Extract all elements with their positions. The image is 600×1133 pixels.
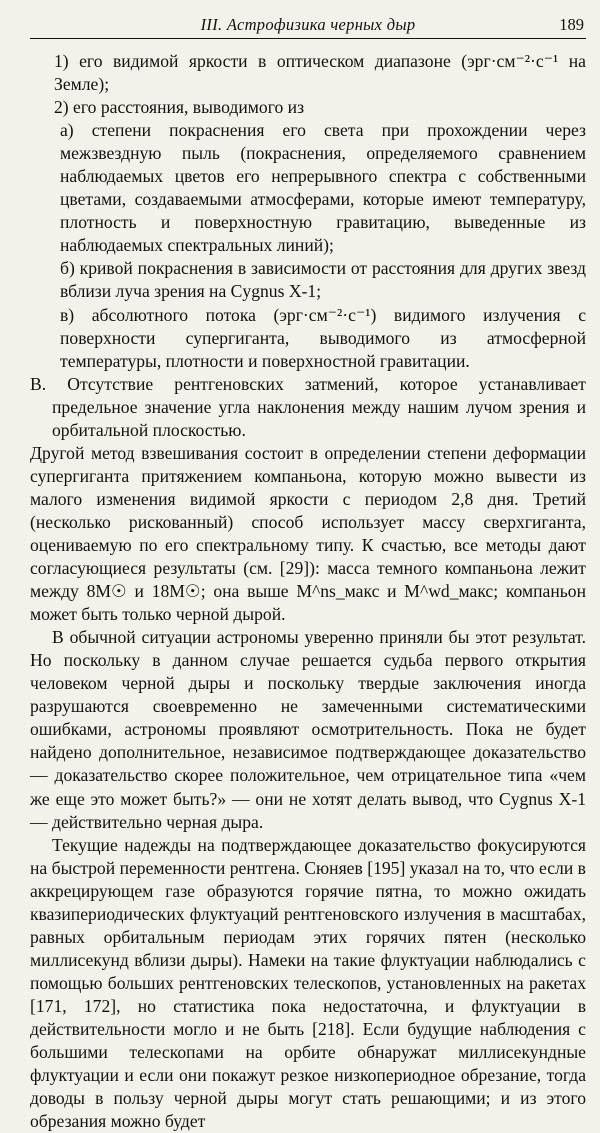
page-number: 189 <box>559 15 584 34</box>
sub-item-a: а) степени покраснения его света при прохождении через межзвездную пыль (покраснения, определяемого сравнением наблюдаемых цветов его непрерывного спектра с собственными цветами, создаваемыми атмосферами, которые имеют температуру, плотность и поверхностную гравитацию, выведенные из наблюдаемых спектральных линий); <box>60 120 586 256</box>
sub-item-v: в) абсолютного потока (эрг·см⁻²·с⁻¹) видимого излучения с поверхности супергиганта, выводимого из атмосферной температуры, плотности и поверхностной гравитации. <box>60 304 586 371</box>
paragraph-variability: Текущие надежды на подтверждающее доказательство фокусируются на быстрой переменности рентгена. Сюняев [195] указал на то, что если в аккрецирующем газе образуются горячие пятна, то можно ожидать квазипериодических флуктуаций рентгеновского излучения в масштабах, равных орбитальным периодам этих горячих пятен (несколько миллисекунд вблизи дыры). Намеки на такие флуктуации наблюдались с помощью больших рентгеновских телескопов, установленных на ракетах [171, 172], но статистика пока недостаточна, и флуктуации в действительности могло и не быть [218]. Если будущие наблюдения с большими телескопами на орбите обнаружат миллисекундные флуктуации и если они покажут резкое низкопериодное обрезание, тогда доводы в пользу черной дыры могут стать решающими; и из этого обрезания можно будет <box>30 834 586 1132</box>
running-header <box>30 12 586 39</box>
sub-item-b: б) кривой покраснения в зависимости от расстояния для других звезд вблизи луча зрения на Cygnus X-1; <box>60 258 586 302</box>
list-item-2: 2) его расстояния, выводимого из <box>54 97 305 118</box>
paragraph-weighing-methods: Другой метод взвешивания состоит в определении степени деформации супергиганта притяжением компаньона, которую можно вывести из малого изменения видимой яркости с периодом 2,8 дня. Третий (несколько рискованный) способ использует массу сверхгиганта, оцениваемую по его спектральному типу. К счастью, все методы дают согласующиеся результаты (см. [29]): масса темного компаньона лежит между 8M☉ и 18M☉; она выше M^ns_макс и M^wd_макс; компаньон может быть только черной дырой. <box>30 442 586 625</box>
chapter-title: III. Астрофизика черных дыр <box>200 15 416 34</box>
paragraph-caution: В обычной ситуации астрономы уверенно приняли бы этот результат. Но поскольку в данном случае решается судьба первого открытия человеком черной дыры и поскольку твердые заключения иногда разрушаются своевременно не замеченными систематическими ошибками, астрономы проявляют осмотрительность. Пока не будет найдено дополнительное, независимое подтверждающее доказательство — доказательство скорее положительное, чем отрицательное типа «чем же еще это может быть?» — они не хотят делать вывод, что Cygnus X-1 — действительно черная дыра. <box>30 627 586 832</box>
page-body <box>30 50 586 1132</box>
list-item-1: 1) его видимой яркости в оптическом диапазоне (эрг·см⁻²·с⁻¹ на Земле); <box>54 51 586 95</box>
list-item-B: В. Отсутствие рентгеновских затмений, которое устанавливает предельное значение угла наклонения между нашим лучом зрения и орбитальной плоскостью. <box>30 373 586 440</box>
